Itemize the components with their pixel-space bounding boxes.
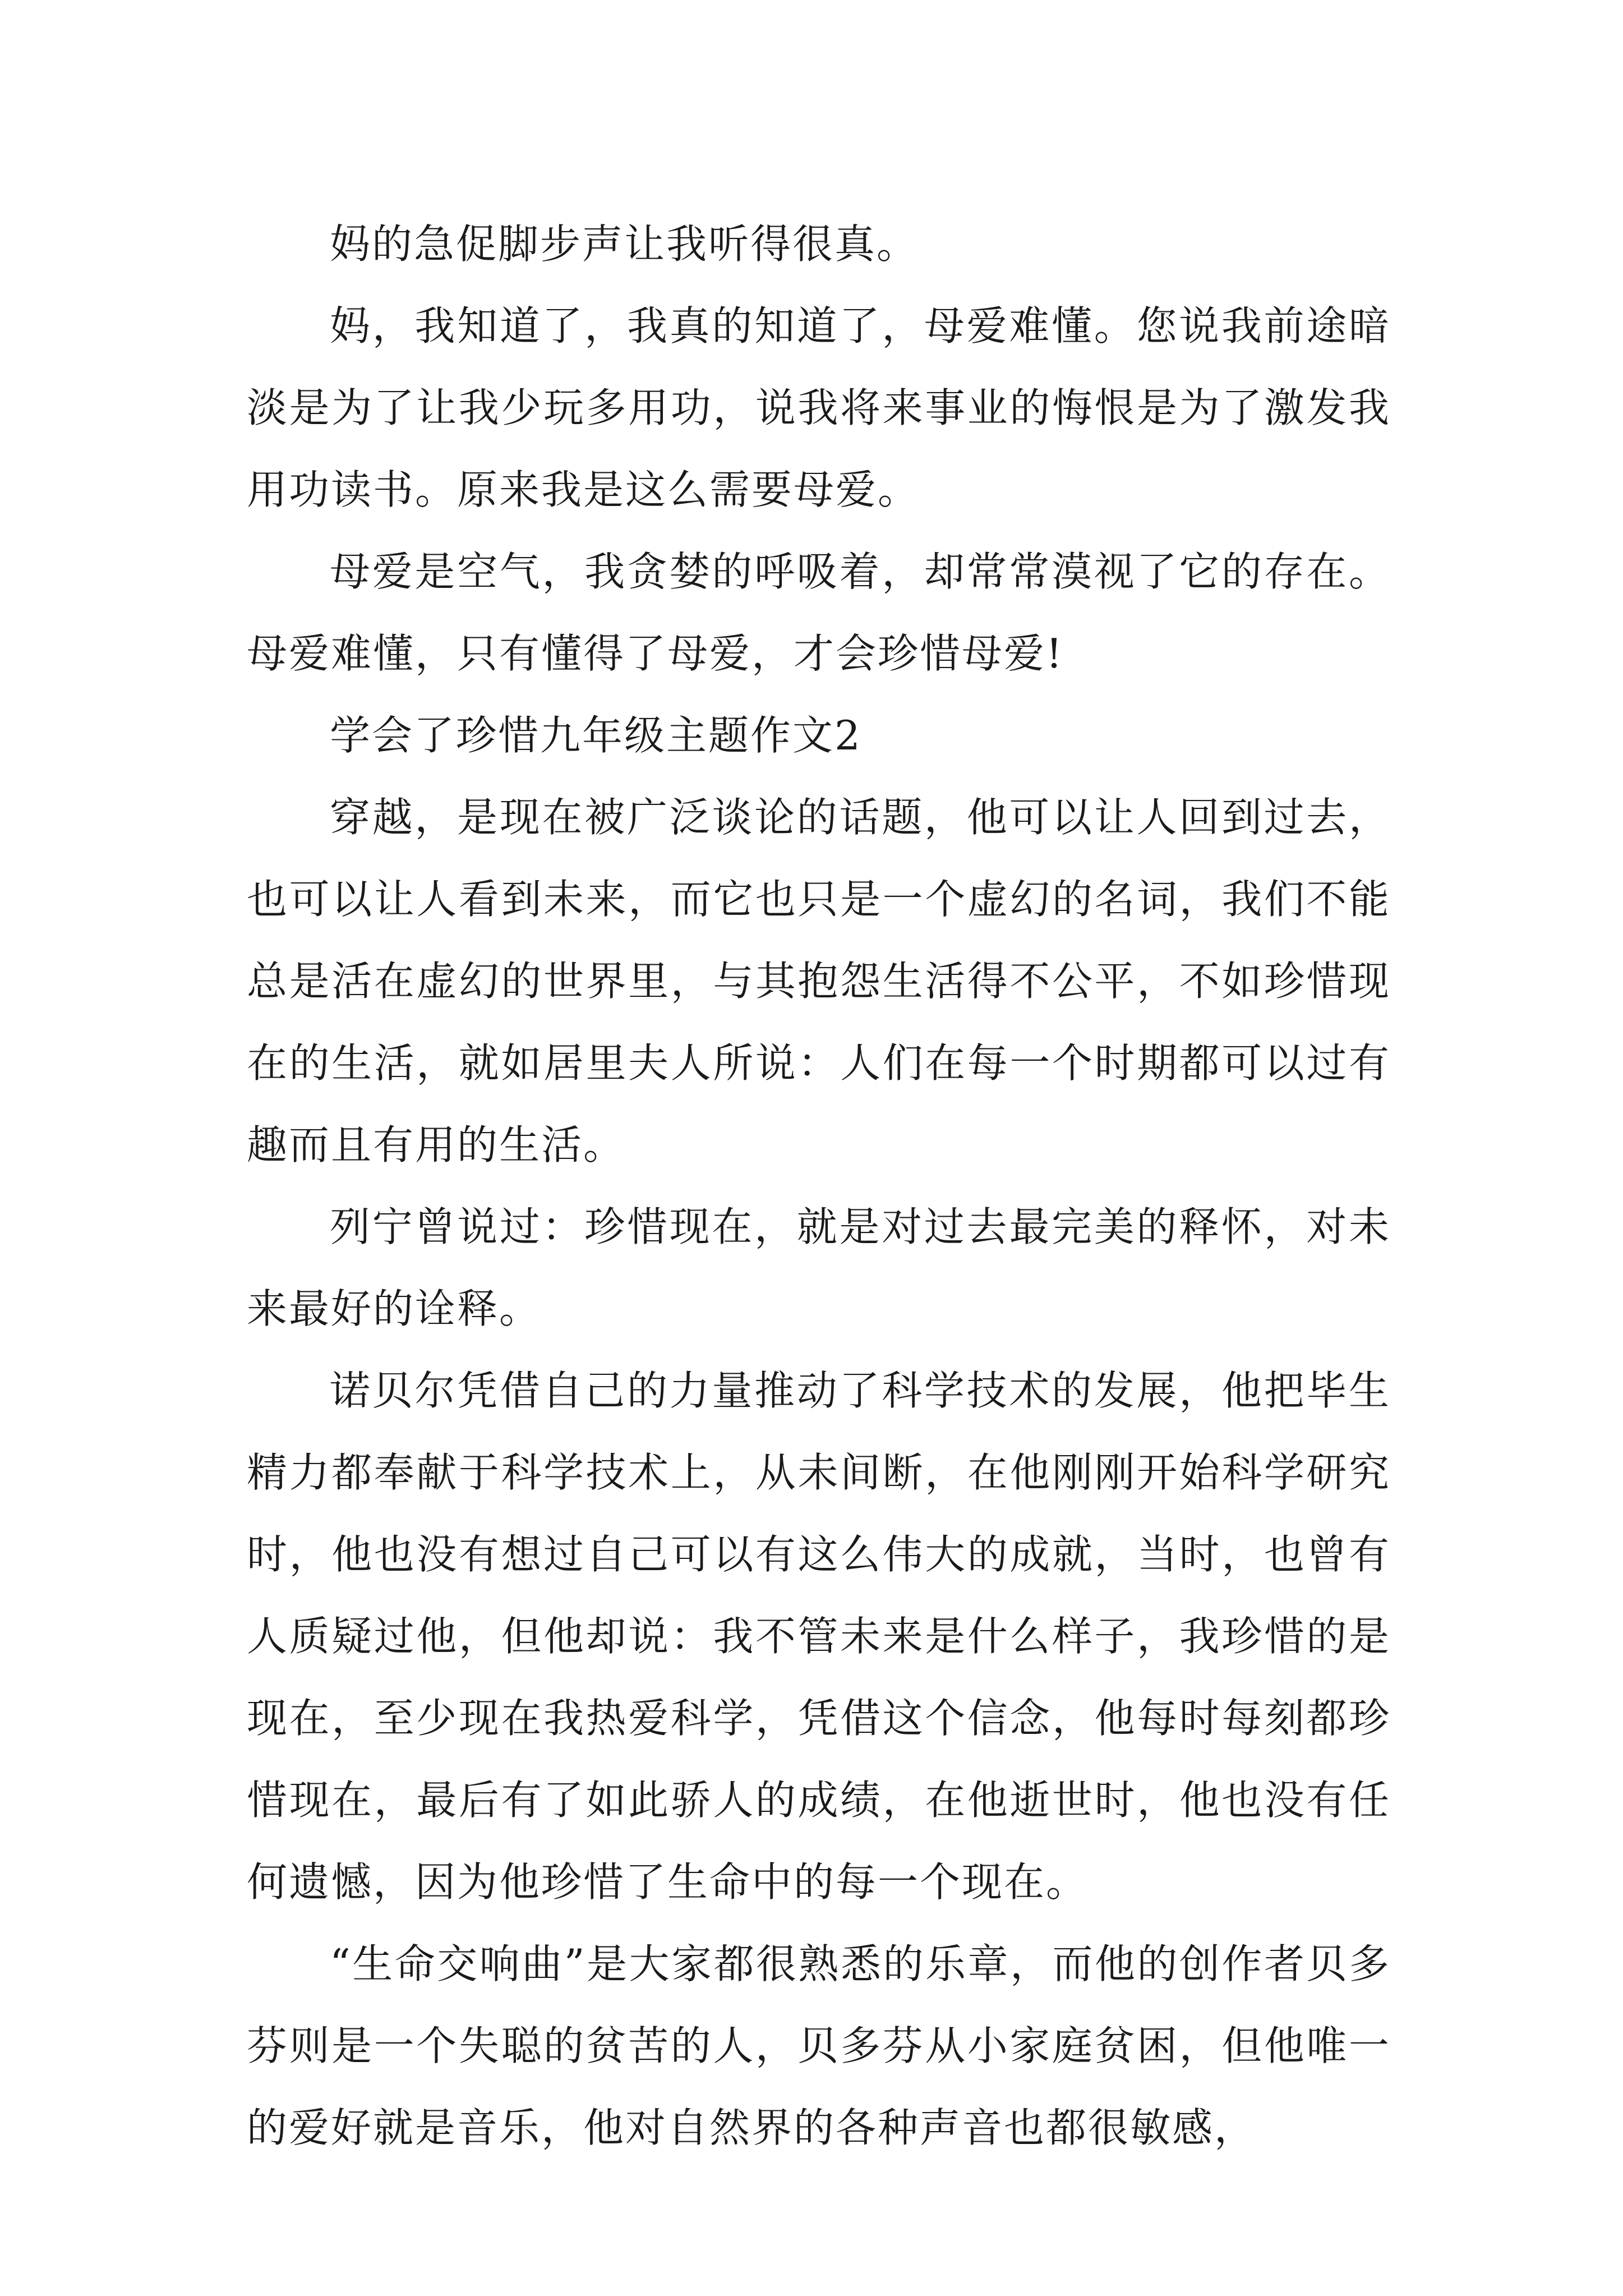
document-body: [247, 203, 1391, 2169]
essay-heading: 学会了珍惜九年级主题作文2: [330, 712, 862, 759]
paragraph: 诺贝尔凭借自己的力量推动了科学技术的发展，他把毕生精力都奉献于科学技术上，从未间断，在他刚刚开始科学研究时，他也没有想过自己可以有这么伟大的成就，当时，也曾有人质疑过他，但他却说：我不管未来是什么样子，我珍惜的是现在，至少现在我热爱科学，凭借这个信念，他每时每刻都珍惜现在，最后有了如此骄人的成绩，在他逝世时，他也没有任何遗憾，因为他珍惜了生命中的每一个现在。: [247, 1367, 1391, 1906]
paragraph: 妈，我知道了，我真的知道了，母爱难懂。您说我前途暗淡是为了让我少玩多用功，说我将来事业的悔恨是为了激发我用功读书。原来我是这么需要母爱。: [247, 302, 1391, 513]
paragraph: 列宁曾说过：珍惜现在，就是对过去最完美的释怀，对未来最好的诠释。: [247, 1203, 1391, 1332]
paragraph: 母爱是空气，我贪婪的呼吸着，却常常漠视了它的存在。母爱难懂，只有懂得了母爱，才会珍惜母爱!: [247, 548, 1391, 677]
paragraph: “生命交响曲”是大家都很熟悉的乐章，而他的创作者贝多芬则是一个失聪的贫苦的人，贝多芬从小家庭贫困，但他唯一的爱好就是音乐，他对自然界的各种声音也都很敏感，: [247, 1940, 1391, 2151]
paragraph: 穿越，是现在被广泛谈论的话题，他可以让人回到过去，也可以让人看到未来，而它也只是一个虚幻的名词，我们不能总是活在虚幻的世界里，与其抱怨生活得不公平，不如珍惜现在的生活，就如居里夫人所说：人们在每一个时期都可以过有趣而且有用的生活。: [247, 794, 1391, 1168]
paragraph-continuation: 妈的急促脚步声让我听得很真。: [330, 220, 919, 268]
